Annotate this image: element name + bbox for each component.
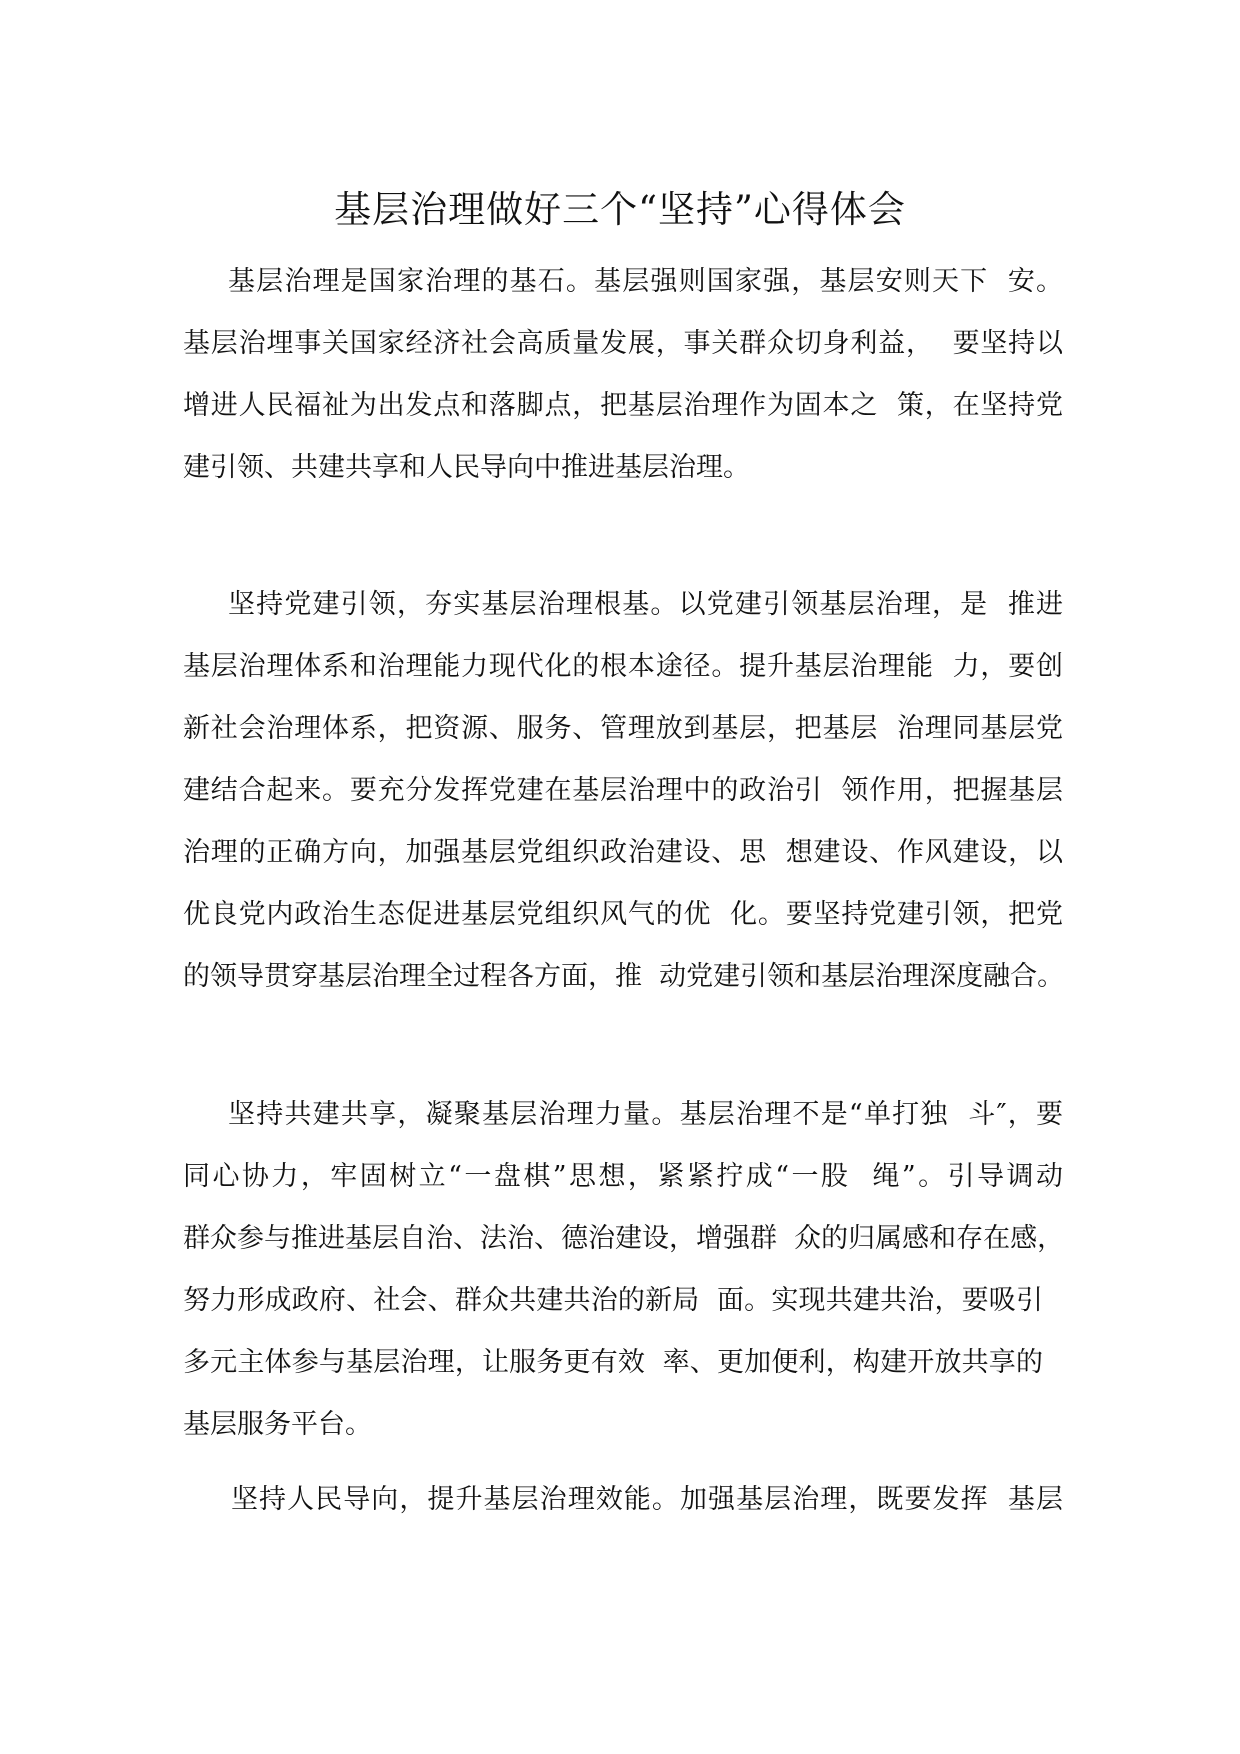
- paragraph-line: 基层治埋事关国家经济社会高质量发展，事关群众切身利益， 要坚持以: [183, 328, 1063, 359]
- paragraph-line: 新社会治理体系，把资源、服务、管理放到基层，把基层 治理同基层党: [183, 713, 1063, 744]
- paragraph-line: 增进人民福祉为出发点和落脚点，把基层治理作为固本之 策，在坚持党: [183, 390, 1063, 421]
- paragraph-line: 基层治理体系和治理能力现代化的根本途径。提升基层治理能 力，要创: [183, 651, 1063, 682]
- paragraph-line: 建结合起来。要充分发挥党建在基层治理中的政治引 领作用，把握基层: [183, 775, 1063, 806]
- paragraph-line: 坚持党建引领，夯实基层治理根基。以党建引领基层治理，是 推进: [228, 589, 1063, 620]
- paragraph-line: 坚持共建共享，凝聚基层治理力量。基层治理不是“单打独 斗″，要: [228, 1099, 1063, 1130]
- paragraph-line: 多元主体参与基层治理，让服务更有效 率、更加便利，构建开放共享的: [183, 1347, 1043, 1378]
- paragraph-line: 治理的正确方向，加强基层党组织政治建设、思 想建设、作风建设，以: [183, 837, 1063, 868]
- paragraph-line: 基层治理是国家治理的基石。基层强则国家强，基层安则天下 安。: [228, 266, 1063, 297]
- paragraph-line: 基层服务平台。: [183, 1409, 372, 1440]
- paragraph-line: 群众参与推进基层自治、法治、德治建设，增强群 众的归属感和存在感，: [183, 1223, 1065, 1254]
- paragraph-line: 坚持人民导向，提升基层治理效能。加强基层治理，既要发挥 基层: [231, 1484, 1063, 1515]
- document-title: 基层治理做好三个“坚持”心得体会: [334, 188, 906, 231]
- paragraph-line: 的领导贯穿基层治理全过程各方面，推 动党建引领和基层治理深度融合。: [183, 961, 1065, 992]
- paragraph-line: 努力形成政府、社会、群众共建共治的新局 面。实现共建共治，要吸引: [183, 1285, 1043, 1316]
- paragraph-line: 优良党内政治生态促进基层党组织风气的优 化。要坚持党建引领，把党: [183, 899, 1063, 930]
- paragraph-line: 建引领、共建共享和人民导向中推进基层治理。: [183, 452, 750, 483]
- paragraph-line: 同心协力，牢固树立“一盘棋”思想，紧紧拧成“一股 绳”。引导调动: [183, 1161, 1063, 1192]
